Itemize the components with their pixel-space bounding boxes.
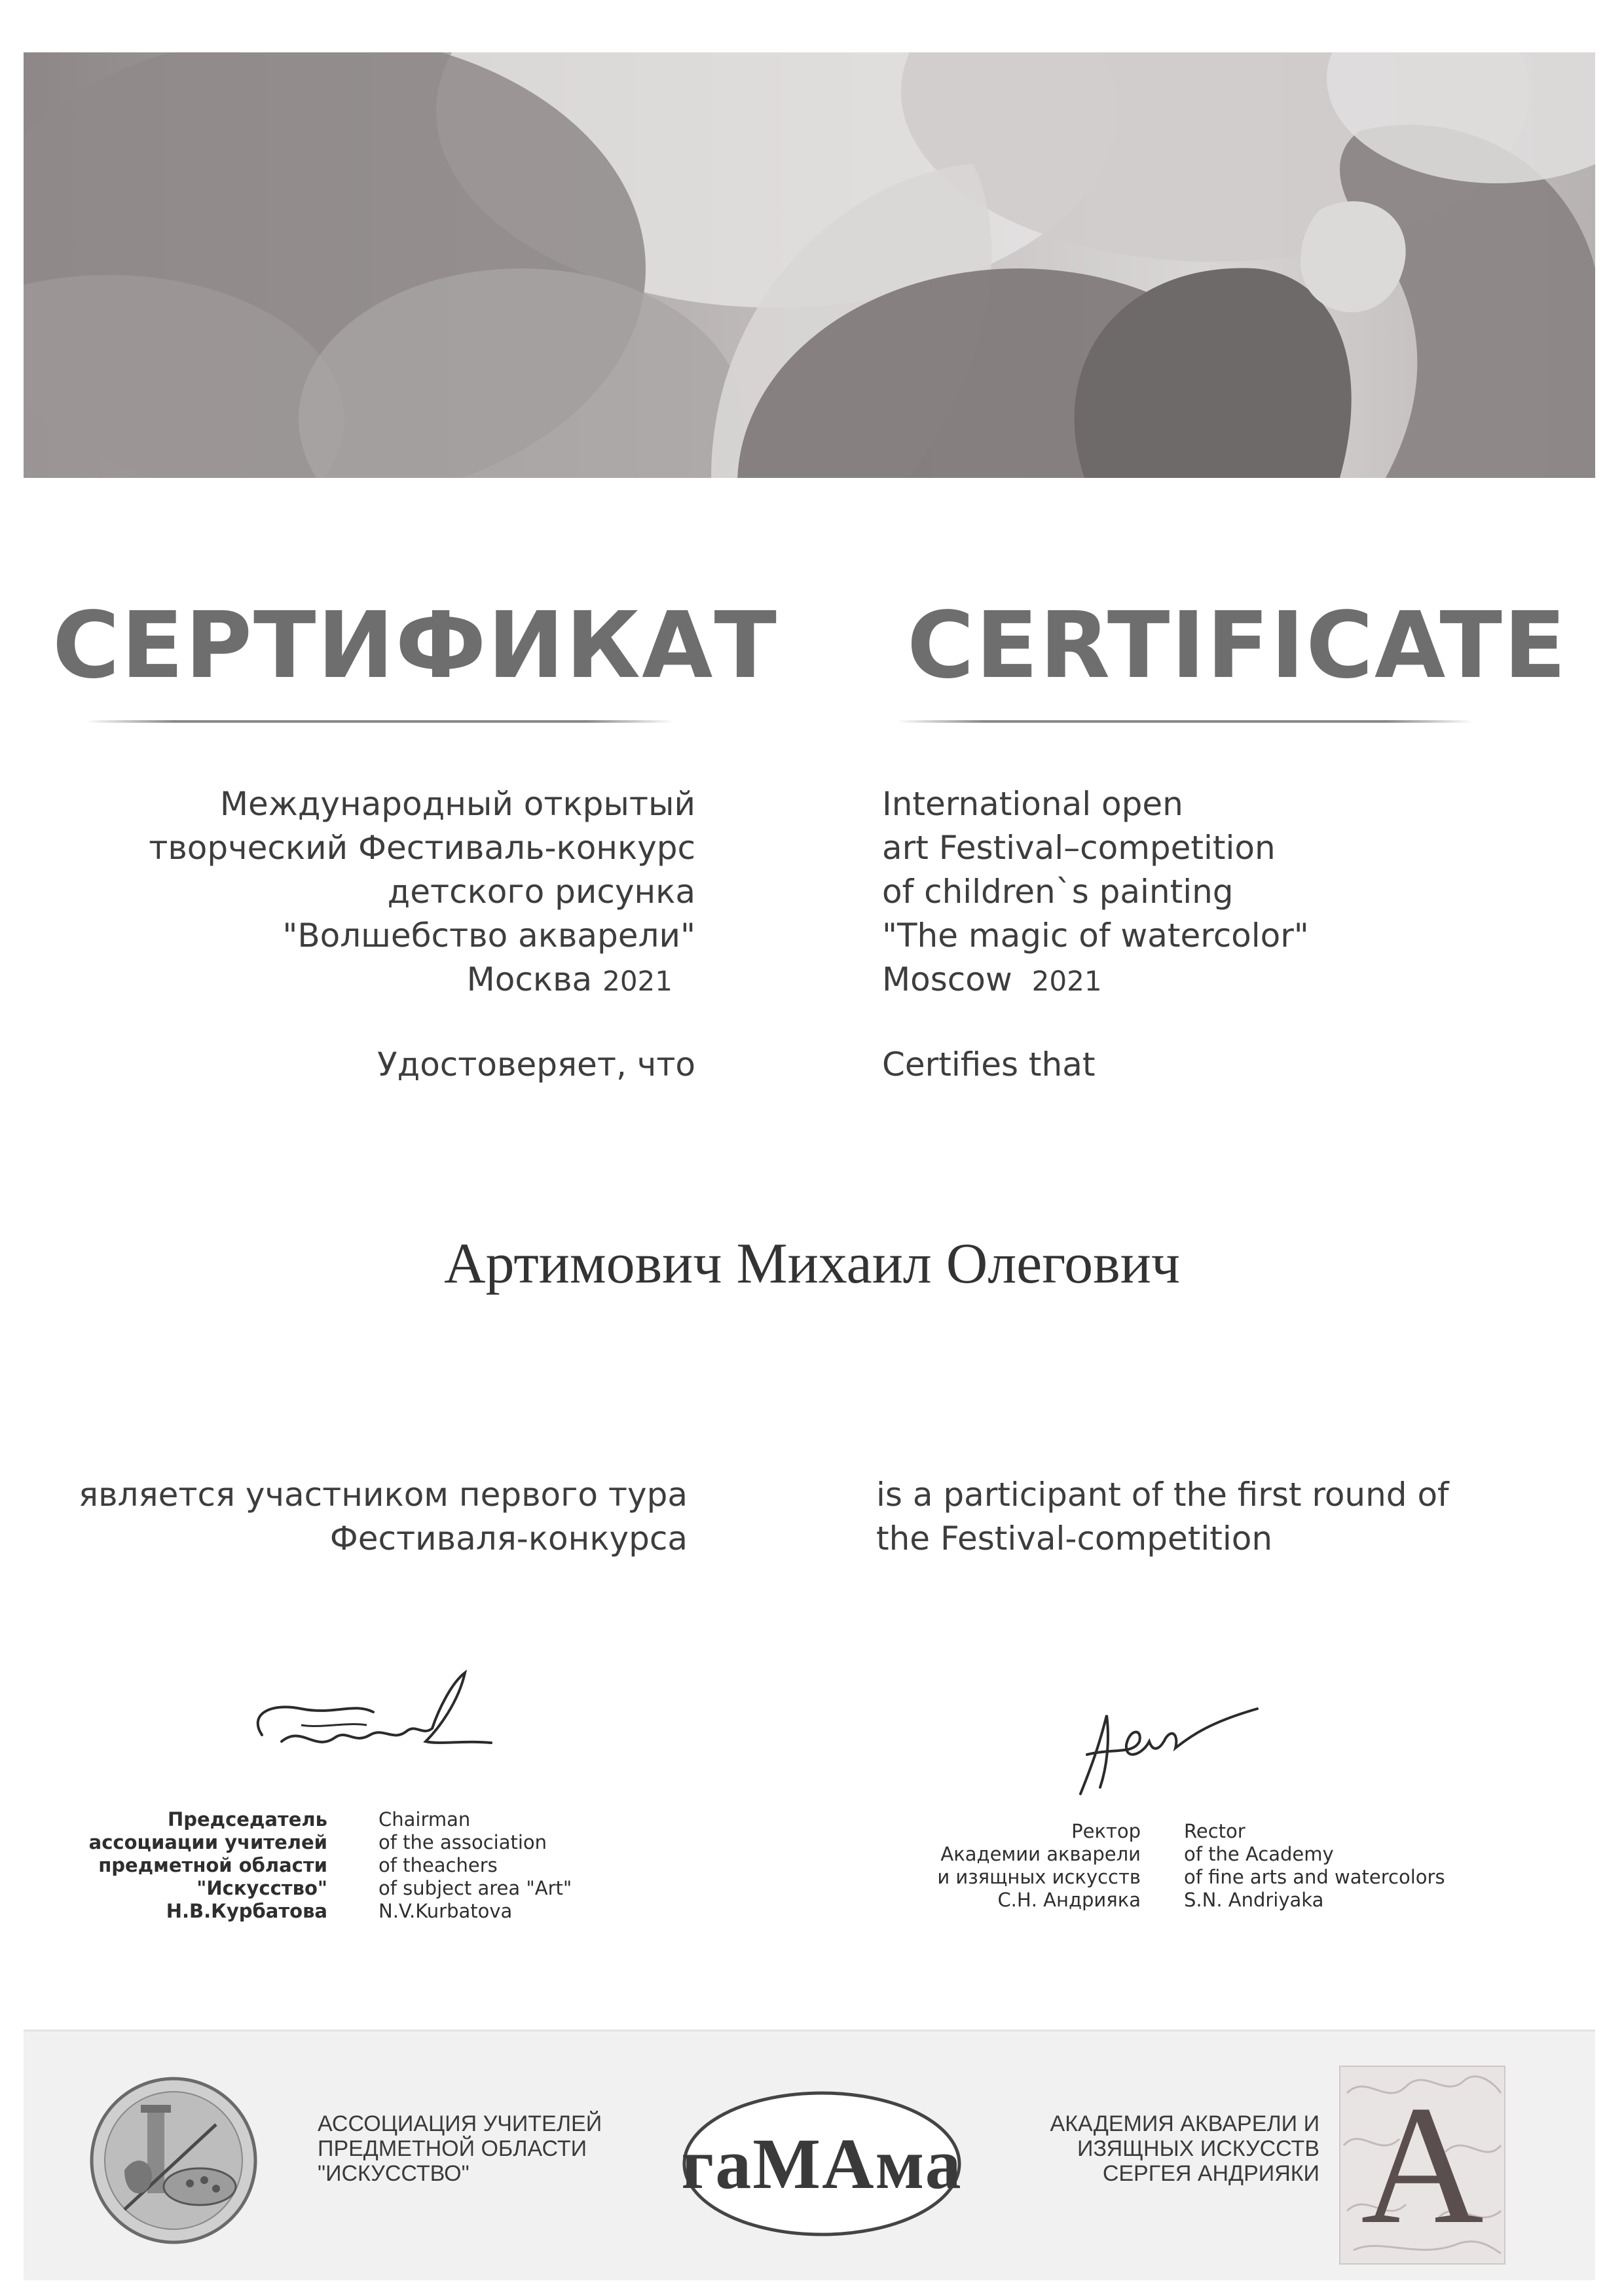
certifies-en: Certifies that: [882, 1046, 1096, 1084]
decorative-banner: [24, 52, 1595, 478]
gama-logo-text: гаМАма: [681, 2123, 963, 2204]
certifies-ru: Удостоверяет, что: [377, 1046, 695, 1084]
festival-en-line1: International open: [882, 785, 1183, 823]
festival-en-line3: of children`s painting: [882, 873, 1234, 911]
signatory-right-ru-line1: Ректор: [1071, 1820, 1141, 1842]
festival-ru-line2: творческий Фестиваль-конкурс: [149, 829, 695, 867]
festival-description-en: [882, 782, 1537, 1003]
signatory-left-en-line5: N.V.Kurbatova: [378, 1900, 513, 1922]
festival-ru-city: Москва: [466, 960, 593, 998]
signatory-left-ru: [65, 1808, 327, 1923]
title-underline-right: [897, 720, 1473, 723]
status-ru-line1: является участником первого тура: [78, 1476, 688, 1514]
signatory-right-en-line1: Rector: [1184, 1820, 1246, 1842]
signatory-left-en: [378, 1808, 640, 1923]
signatory-left-ru-line4: "Искусство": [196, 1877, 327, 1899]
academy-name-line2: ИЗЯЩНЫХ ИСКУССТВ: [1077, 2136, 1320, 2161]
academy-letter: А: [1361, 2071, 1484, 2259]
association-name-line3: "ИСКУССТВО": [318, 2161, 470, 2186]
status-en: [876, 1473, 1596, 1561]
signatory-right-ru-line4: С.Н. Андрияка: [997, 1889, 1141, 1911]
academy-name: [969, 2111, 1320, 2186]
signatory-right-en-line4: S.N. Andriyaka: [1184, 1889, 1324, 1911]
festival-description-ru: [65, 782, 695, 1003]
gama-logo: [678, 2088, 966, 2239]
status-ru: [26, 1473, 688, 1561]
academy-name-line3: СЕРГЕЯ АНДРИЯКИ: [1102, 2161, 1320, 2186]
recipient-name: Артимович Михаил Олегович: [443, 1232, 1181, 1296]
signatory-left-en-line4: of subject area "Art": [378, 1877, 572, 1899]
signature-andriyaka: [1061, 1689, 1277, 1800]
signatory-left-ru-line1: Председатель: [167, 1808, 327, 1831]
academy-emblem: [1339, 2066, 1505, 2265]
signatory-left-en-line1: Chairman: [378, 1808, 471, 1831]
status-en-line2: the Festival-competition: [876, 1520, 1273, 1558]
association-emblem-icon: [85, 2072, 262, 2249]
status-ru-line2: Фестиваля-конкурса: [329, 1520, 688, 1558]
academy-name-line1: АКАДЕМИЯ АКВАРЕЛИ И: [1050, 2111, 1320, 2136]
signatory-left-en-line2: of the association: [378, 1831, 547, 1853]
festival-ru-line3: детского рисунка: [387, 873, 695, 911]
association-name: [318, 2111, 602, 2186]
watercolor-shapes-graphic: [24, 52, 1595, 478]
festival-en-year: 2021: [1031, 965, 1102, 997]
status-en-line1: is a participant of the first round of: [876, 1476, 1449, 1514]
signatory-right-ru-line2: Академии акварели: [940, 1843, 1141, 1865]
signatory-right-en-line2: of the Academy: [1184, 1843, 1334, 1865]
festival-en-line4: "The magic of watercolor": [882, 917, 1309, 955]
title-english: CERTIFICATE: [907, 592, 1568, 699]
signatory-left-ru-line2: ассоциации учителей: [88, 1831, 327, 1853]
festival-en-city: Moscow: [882, 960, 1012, 998]
association-name-line1: АССОЦИАЦИЯ УЧИТЕЛЕЙ: [318, 2111, 602, 2136]
signatory-left-ru-line5: Н.В.Курбатова: [166, 1900, 327, 1922]
signatory-right-en: [1184, 1820, 1524, 1912]
signatory-left-ru-line3: предметной области: [98, 1854, 327, 1876]
festival-ru-line1: Международный открытый: [219, 785, 695, 823]
signatory-right-ru-line3: и изящных искусств: [937, 1866, 1141, 1888]
title-underline-left: [85, 720, 674, 723]
association-name-line2: ПРЕДМЕТНОЙ ОБЛАСТИ: [318, 2136, 587, 2161]
festival-ru-year: 2021: [602, 965, 673, 997]
festival-en-line2: art Festival–competition: [882, 829, 1276, 867]
signature-kurbatova: [242, 1663, 504, 1768]
festival-en-city-year: [882, 958, 1537, 1003]
signatory-right-en-line3: of fine arts and watercolors: [1184, 1866, 1445, 1888]
festival-ru-line4: "Волшебство акварели": [282, 917, 695, 955]
signatory-right-ru: [851, 1820, 1141, 1912]
festival-ru-city-year: [65, 958, 695, 1003]
signatory-left-en-line3: of theachers: [378, 1854, 498, 1876]
title-russian: СЕРТИФИКАТ: [52, 592, 778, 699]
